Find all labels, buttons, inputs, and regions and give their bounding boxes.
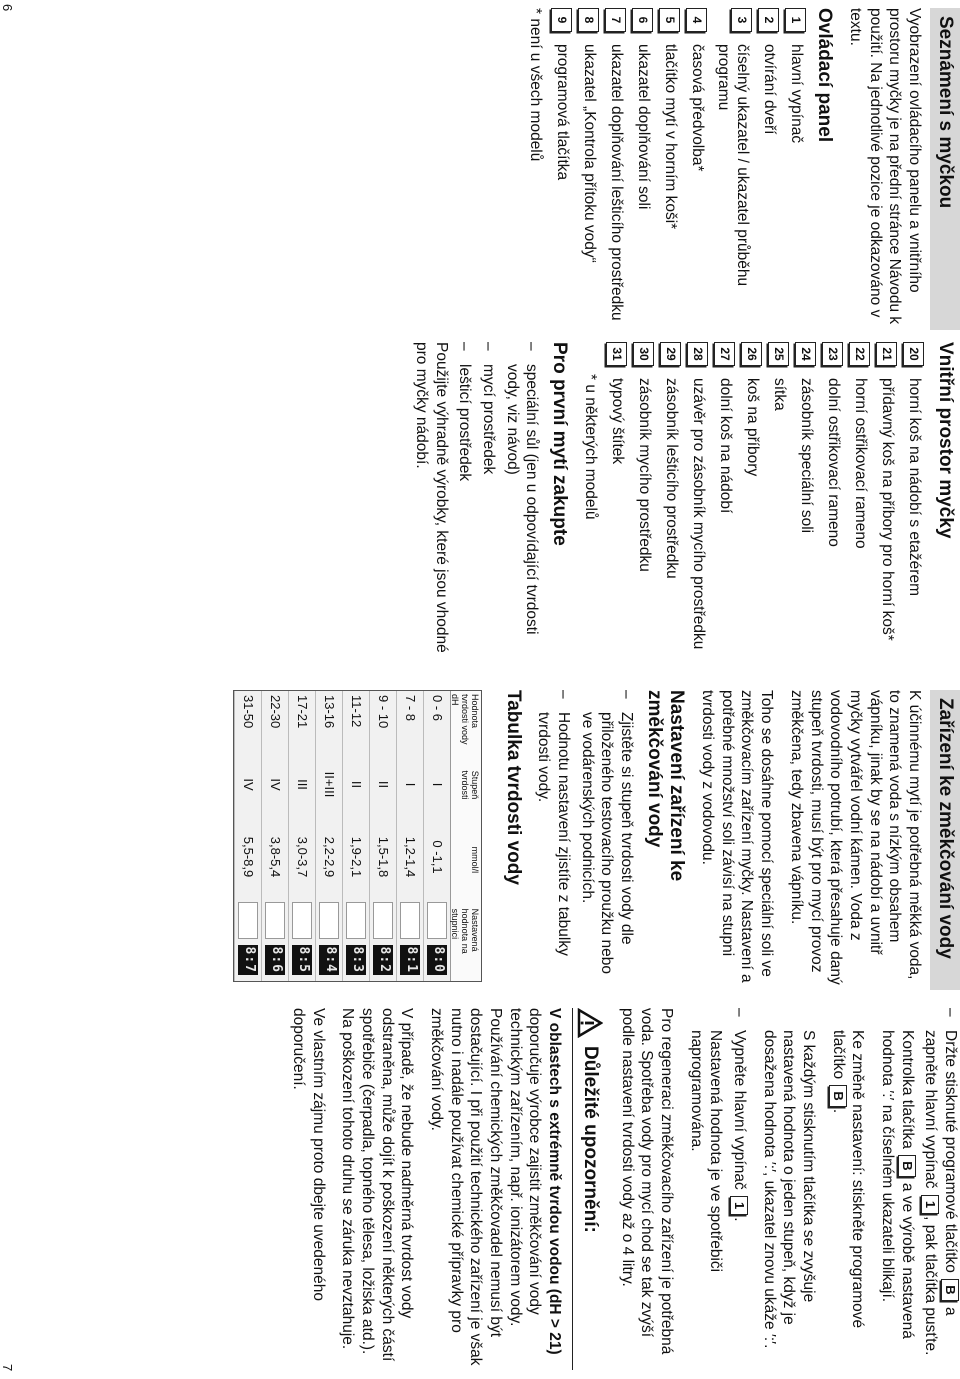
item-label: programová tlačítka: [554, 44, 572, 181]
dash-text: mycí prostředek: [480, 364, 498, 475]
dash-text: speciální sůl (jen u odpovídající tvrdosti vody, viz návod): [503, 364, 541, 635]
position-number: 28: [687, 342, 708, 366]
cell-setting: [400, 902, 420, 979]
table-body: [234, 691, 450, 981]
position-number: 3: [731, 8, 752, 32]
list-item: [633, 342, 654, 672]
step2-b: .: [730, 1217, 748, 1222]
arrow-shape: [346, 902, 366, 939]
item-label: časová předvolba*: [689, 44, 707, 172]
item-label: ukazatel „Kontrola přítoku vody“: [581, 44, 599, 263]
header-mmol: mmol/l: [470, 846, 480, 874]
position-number: 31: [606, 342, 627, 366]
table-row: [315, 691, 342, 981]
step1-text-c: , pak tlačítka pusťte.: [922, 1216, 940, 1356]
cell-mmol: 1,2-1,4: [403, 836, 419, 878]
list-item: [876, 342, 897, 672]
cell-mmol: 5,5-8,9: [241, 836, 257, 878]
arrow-shape: [238, 902, 258, 939]
step2-a: Vypněte hlavní vypínač: [730, 1030, 748, 1190]
intro-paragraph: Vyobrazení ovládacího panelu a vnitřního prostoru myčky je na přední stránce Návodu k použití. Na jednotlivé pozice je odkazováno v textu.: [846, 8, 923, 325]
interior-list: [606, 342, 924, 672]
table-row: [261, 691, 288, 981]
item-label: koš na příbory: [743, 378, 761, 477]
arrow-shape: [427, 902, 447, 939]
program-button-b: B: [941, 1279, 959, 1300]
step1-text-a: Držte stisknuté programové tlačítko: [942, 1030, 959, 1273]
cell-dh: 9 - 10: [376, 695, 392, 729]
cell-level: II+III: [322, 771, 338, 798]
products-note: Použijte výhradně výrobky, které jsou vhodné pro myčky nádobí.: [413, 342, 450, 653]
warning-title: Důležité upozornění:: [579, 1046, 601, 1233]
list-item: [659, 8, 680, 330]
header-dh: Hodnota tvrdosti vody dH: [450, 694, 480, 745]
dash-text: lešticí prostředek: [456, 364, 474, 482]
item-label: zásobník lešticího prostředku: [662, 378, 680, 579]
list-item: [632, 8, 653, 330]
list-item: [795, 342, 816, 672]
list-item: [903, 342, 924, 672]
position-number: 25: [768, 342, 789, 366]
arrow-shape: [319, 902, 339, 939]
cell-dh: 0 - 6: [430, 695, 446, 722]
cell-mmol: 1,9-2,1: [349, 836, 365, 878]
position-number: 8: [578, 8, 599, 32]
display-value: 8:3: [346, 945, 366, 975]
display-value: 8:7: [238, 945, 258, 975]
position-number: 6: [632, 8, 653, 32]
warning-paragraph-3: Ve vlastním zájmu proto dbejte uvedeného doporučení.: [289, 1008, 327, 1301]
warning-bold: V oblastech s extrémně tvrdou vodou (dH > 21): [545, 1008, 563, 1355]
list-item: [768, 342, 789, 672]
p1-a: Kontrolka tlačítka: [898, 1030, 916, 1149]
dash-item: – speciální sůl (jen u odpovídající tvrdosti vody, viz návod): [502, 342, 541, 672]
arrow-shape: [292, 902, 312, 939]
warning-header: [572, 1008, 603, 1370]
step-switch-off: – Vypněte hlavní vypínač 1.: [730, 1008, 748, 1222]
water-hardness-table: [233, 690, 482, 982]
cell-level: IV: [241, 778, 257, 791]
item-label: hlavní vypínač: [788, 44, 806, 144]
position-number: 23: [822, 342, 843, 366]
change-setting-paragraph: [828, 1008, 867, 1370]
footnote-some-models: * u některých modelů: [581, 374, 599, 520]
list-item: [551, 8, 572, 330]
cell-dh: 22-30: [268, 695, 284, 729]
position-number: 29: [660, 342, 681, 366]
position-number: 7: [605, 8, 626, 32]
main-switch-key: 1: [921, 1195, 939, 1214]
dash-item: – mycí prostředek: [478, 342, 498, 672]
position-number: 24: [795, 342, 816, 366]
p1-b: a ve výrobě nastavená hodnota ′:′ na číselném ukazateli blikají.: [878, 1030, 916, 1339]
display-value: 8:6: [265, 945, 285, 975]
item-label: ukazatel doplňování lešticího prostředku: [608, 44, 626, 321]
softener-setting-heading: Nastavení zařízení ke změkčování vody: [643, 690, 688, 882]
column-softener: [0, 690, 960, 990]
item-label: dolní koš na nádobí: [716, 378, 734, 514]
position-number: 1: [785, 8, 806, 32]
warning-triangle-icon: [577, 1008, 603, 1038]
section-title-interior: Vnitřní prostor myčky: [935, 342, 956, 539]
hardness-table-heading: Tabulka tvrdosti vody: [502, 690, 524, 885]
position-number: 20: [903, 342, 924, 366]
increment-paragraph: S každým stisknutím tlačítka se zvyšuje nastavená hodnota o jeden stupeň, když je dosažena hodnota ′:′, ukazatel znovu ukáže ′:′.: [760, 1030, 817, 1349]
item-label: číselný ukazatel / ukazatel průběhu programu: [714, 44, 752, 287]
softener-steps: [534, 690, 636, 990]
step1-text-b: a zapněte hlavní vypínač: [922, 1030, 959, 1316]
warning-rest: doporučuje výrobce zajistit změkčování vody technickým zařízením, např. ionizátorem vody. Používání chemických změkčovadel nemusí být dostačující. I při použití technického zařízení je však nutno i nadále používat chemické přípravky pro změkčování vody.: [427, 1008, 544, 1366]
cell-dh: 31-50: [241, 695, 257, 729]
first-wash-heading: Pro první mytí zakupte: [549, 342, 571, 546]
cell-mmol: 0 -1,1: [430, 840, 446, 874]
warning-paragraph-2: V případě, že nebude nadměrná tvrdost vody odstraněna, může dojít k poškození některých částí spotřebiče (čerpadla, topného tělesa, ložiska atd.). Na poškození tohoto druhu se záruka nevztahuje.: [339, 1008, 416, 1362]
position-number: 5: [659, 8, 680, 32]
position-number: 30: [633, 342, 654, 366]
footnote-models: * není u všech modelů: [527, 8, 545, 162]
section-title-softener: Zařízení ke změkčování vody: [930, 690, 960, 990]
cell-setting: [292, 902, 312, 979]
position-number: 2: [758, 8, 779, 32]
table-row: [234, 691, 261, 981]
list-item: [713, 8, 752, 330]
column-procedure: [278, 1008, 960, 1370]
cell-mmol: 3,0-3,7: [295, 836, 311, 878]
item-label: ukazatel doplňování soli: [635, 44, 653, 210]
item-label: přídavný koš na příbory pro horní koš*: [878, 378, 896, 641]
control-panel-heading: Ovládací panel: [814, 8, 836, 143]
dash-text: Zjistěte si stupeň tvrdosti vody dle přiloženého testovacího proužku nebo ve vodárenských podnicích.: [578, 712, 635, 974]
cell-level: IV: [268, 778, 284, 791]
cell-dh: 17-21: [295, 695, 311, 729]
item-label: uzávěr pro zásobník mycího prostředku: [689, 378, 707, 650]
list-item: [606, 342, 627, 672]
warning-paragraph-1: [426, 1008, 564, 1370]
table-row: [369, 691, 396, 981]
position-number: 27: [714, 342, 735, 366]
cell-dh: 7 - 8: [403, 695, 419, 722]
column-interior: [401, 342, 960, 672]
position-number: 22: [849, 342, 870, 366]
p2-b: .: [829, 1108, 847, 1114]
table-header-row: [450, 691, 481, 981]
list-item: [687, 342, 708, 672]
display-value: 8:0: [427, 945, 447, 975]
list-item: [605, 8, 626, 330]
blink-paragraph: [877, 1008, 916, 1370]
cell-level: I: [403, 782, 419, 787]
arrow-shape: [400, 902, 420, 939]
cell-setting: [265, 902, 285, 979]
cell-dh: 11-12: [349, 695, 365, 728]
list-item: [822, 342, 843, 672]
cell-mmol: 2,2-2,9: [322, 836, 338, 878]
cell-level: II: [376, 780, 392, 789]
column-intro: [515, 8, 960, 330]
change-button-b: B: [829, 1085, 847, 1106]
page-number-right: 7: [0, 1364, 15, 1372]
list-item: [578, 8, 599, 330]
arrow-shape: [265, 902, 285, 939]
item-label: otvírání dveří: [761, 44, 779, 135]
dash-item: – Hodnotu nastavení zjistíte z tabulky tvrdosti vody.: [534, 690, 573, 990]
cell-dh: 13-16: [322, 695, 338, 729]
step-hold-button: – Držte stisknuté programové tlačítko B a zapněte hlavní vypínač 1, pak tlačítka pusťte.: [922, 1008, 959, 1356]
cell-level: III: [295, 779, 311, 790]
dash-item: – lešticí prostředek: [455, 342, 475, 672]
list-item: [849, 342, 870, 672]
display-value: 8:2: [373, 945, 393, 975]
section-title-intro: Seznámení s myčkou: [930, 8, 960, 330]
item-label: zásobník mycího prostředku: [635, 378, 653, 572]
cell-setting: [427, 902, 447, 979]
table-row: [423, 691, 450, 981]
cell-setting: [319, 902, 339, 979]
list-item: [758, 8, 779, 330]
item-label: horní koš na nádobí s etažérem: [905, 378, 923, 596]
list-item: [714, 342, 735, 672]
table-row: [342, 691, 369, 981]
page-number-left: 6: [0, 4, 15, 12]
dash-text: Hodnotu nastavení zjistíte z tabulky tvrdosti vody.: [535, 712, 572, 956]
dash-item: – Zjistěte si stupeň tvrdosti vody dle přiloženého testovacího proužku nebo ve vodárenských podnicích.: [577, 690, 636, 990]
first-wash-list: [455, 342, 542, 672]
display-value: 8:1: [400, 945, 420, 975]
list-item: [741, 342, 762, 672]
item-label: typový štítek: [608, 378, 626, 465]
item-label: tlačítko mytí v horním koši*: [662, 44, 680, 230]
display-value: 8:5: [292, 945, 312, 975]
item-label: zásobník speciální soli: [797, 378, 815, 534]
table-row: [396, 691, 423, 981]
header-setting: Nastavená hodnota na stupnici: [450, 908, 480, 954]
control-panel-list: [551, 8, 806, 330]
softener-paragraph-2: Toho se dosáhne pomocí speciální soli ve změkčovacím zařízení myčky. Nastavení a potřebné množství soli závisí na stupni tvrdosti vody z vodovodu.: [699, 690, 776, 983]
cell-level: I: [430, 782, 446, 787]
arrow-shape: [373, 902, 393, 939]
display-value: 8:4: [319, 945, 339, 975]
position-number: 9: [551, 8, 572, 32]
regeneration-paragraph: Pro regeneraci změkčovacího zařízení je potřebná voda. Spotřeba vody pro mycí chod se tak zvýší podle nastavení tvrdosti vody až o 4 litry.: [618, 1008, 675, 1355]
programmed-note: Nastavená hodnota je ve spotřebiči naprogramována.: [687, 1030, 725, 1273]
p2-a: Ke změně nastavení: stiskněte programové tlačítko: [829, 1030, 867, 1329]
cell-level: II: [349, 780, 365, 789]
switch-off-key: 1: [730, 1196, 748, 1215]
item-label: dolní ostřikovací rameno: [824, 378, 842, 547]
cell-setting: [346, 902, 366, 979]
item-label: sítka: [770, 378, 788, 411]
cell-mmol: 3,8-5,4: [268, 836, 284, 878]
table-row: [288, 691, 315, 981]
cell-setting: [238, 902, 258, 979]
cell-mmol: 1,5-1,8: [376, 836, 392, 878]
list-item: [686, 8, 707, 330]
position-number: 4: [686, 8, 707, 32]
position-number: 26: [741, 342, 762, 366]
list-item: [785, 8, 806, 330]
list-item: [660, 342, 681, 672]
item-label: horní ostřikovací rameno: [851, 378, 869, 549]
softener-paragraph-1: K účinnému mytí je potřebná měkká voda, to znamená voda s nízkým obsahem vápníku, jinak by se na nádobí a uvnitř myčky vytvářel vodní kámen. Voda z vodovodního potrubí, která přesahuje daný stupeň tvrdosti, musí být pro mycí provoz změkčena, tedy zbavena vápníku.: [787, 690, 923, 985]
cell-setting: [373, 902, 393, 979]
indicator-button-b: B: [898, 1155, 916, 1176]
header-level: Stupeň tvrdosti: [460, 770, 480, 800]
position-number: 21: [876, 342, 897, 366]
